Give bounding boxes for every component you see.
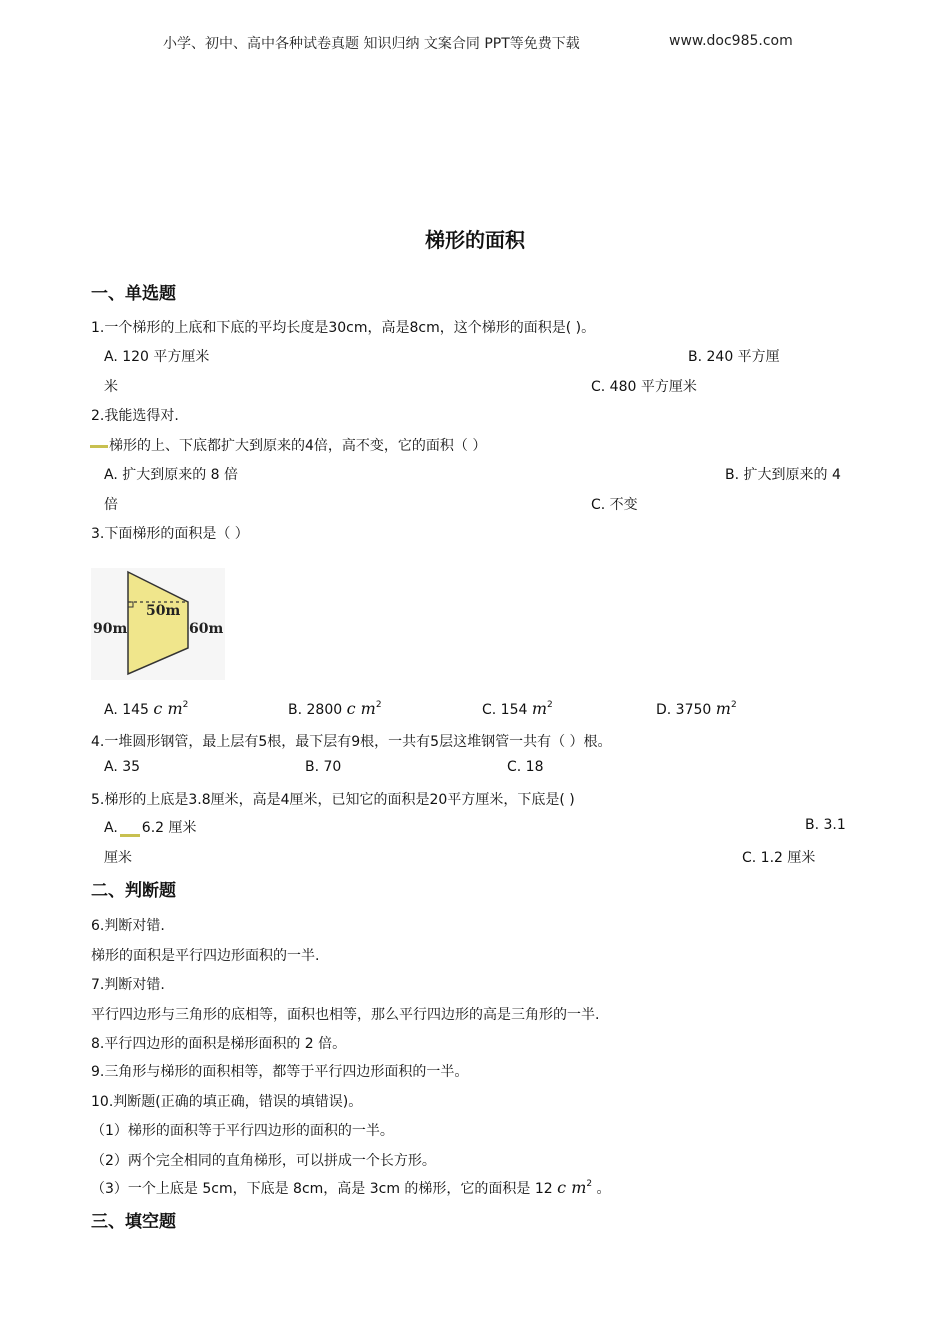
q5-option-a: A. 6.2 厘米 <box>104 820 197 836</box>
q5-option-b: B. 3.1 <box>805 817 846 833</box>
question-7-statement: 平行四边形与三角形的底相等，面积也相等，那么平行四边形的高是三角形的一半. <box>91 1007 600 1023</box>
question-9: 9.三角形与梯形的面积相等，都等于平行四边形面积的一半。 <box>91 1064 469 1080</box>
q4-option-c: C. 18 <box>507 759 544 775</box>
question-10-sub-1: （1）梯形的面积等于平行四边形的面积的一半。 <box>91 1123 394 1139</box>
question-6: 6.判断对错. <box>91 918 165 934</box>
header-text: 小学、初中、高中各种试卷真题 知识归纳 文案合同 PPT等免费下载 <box>163 36 580 52</box>
label-left-side: 90m <box>93 621 128 637</box>
question-3: 3.下面梯形的面积是（ ） <box>91 526 249 542</box>
question-7: 7.判断对错. <box>91 977 165 993</box>
question-5: 5.梯形的上底是3.8厘米，高是4厘米，已知它的面积是20平方厘米，下底是( ) <box>91 792 575 808</box>
q5-option-c: C. 1.2 厘米 <box>742 850 816 866</box>
header-url: www.doc985.com <box>669 33 793 49</box>
q1-option-b-wrap: 米 <box>104 379 118 395</box>
q5-option-b-wrap: 厘米 <box>104 850 132 866</box>
q2-option-b: B. 扩大到原来的 4 <box>725 467 841 483</box>
highlight-mark <box>90 445 108 448</box>
question-10-sub-2: （2）两个完全相同的直角梯形，可以拼成一个长方形。 <box>91 1153 436 1169</box>
q3-option-b: B. 2800 c $m^2$ <box>288 699 382 718</box>
question-2: 2.我能选得对. <box>91 408 179 424</box>
highlight-mark <box>120 834 140 837</box>
q3-option-a: A. 145 c $m^2$ <box>104 699 189 718</box>
q4-option-b: B. 70 <box>305 759 342 775</box>
q3-option-d: D. 3750 $m^2$ <box>656 699 737 718</box>
trapezoid-figure <box>91 568 225 680</box>
question-10-sub-3: （3）一个上底是 5cm，下底是 8cm，高是 3cm 的梯形，它的面积是 12 c $m^2$ 。 <box>91 1178 611 1197</box>
q2-option-a: A. 扩大到原来的 8 倍 <box>104 467 239 483</box>
question-1: 1.一个梯形的上底和下底的平均长度是30cm，高是8cm，这个梯形的面积是( )。 <box>91 320 596 336</box>
label-right-side: 60m <box>189 621 224 637</box>
question-6-statement: 梯形的面积是平行四边形面积的一半. <box>91 948 320 964</box>
q3-option-c: C. 154 $m^2$ <box>482 699 553 718</box>
question-8: 8.平行四边形的面积是梯形面积的 2 倍。 <box>91 1036 347 1052</box>
q2-option-b-wrap: 倍 <box>104 497 118 513</box>
question-2-statement: 梯形的上、下底都扩大到原来的4倍，高不变，它的面积（ ） <box>90 435 486 455</box>
page-title: 梯形的面积 <box>425 228 525 252</box>
q1-option-a: A. 120 平方厘米 <box>104 349 210 365</box>
section-heading-fill-in: 三、填空题 <box>91 1212 176 1232</box>
q1-option-b: B. 240 平方厘 <box>688 349 780 365</box>
section-heading-true-false: 二、判断题 <box>91 881 176 901</box>
question-4: 4.一堆圆形钢管，最上层有5根，最下层有9根，一共有5层这堆钢管一共有（ ）根。 <box>91 734 612 750</box>
section-heading-single-choice: 一、单选题 <box>91 284 176 304</box>
question-10: 10.判断题(正确的填正确，错误的填错误)。 <box>91 1094 363 1110</box>
q1-option-c: C. 480 平方厘米 <box>591 379 697 395</box>
label-height: 50m <box>146 603 181 619</box>
q4-option-a: A. 35 <box>104 759 141 775</box>
q2-option-c: C. 不变 <box>591 497 638 513</box>
